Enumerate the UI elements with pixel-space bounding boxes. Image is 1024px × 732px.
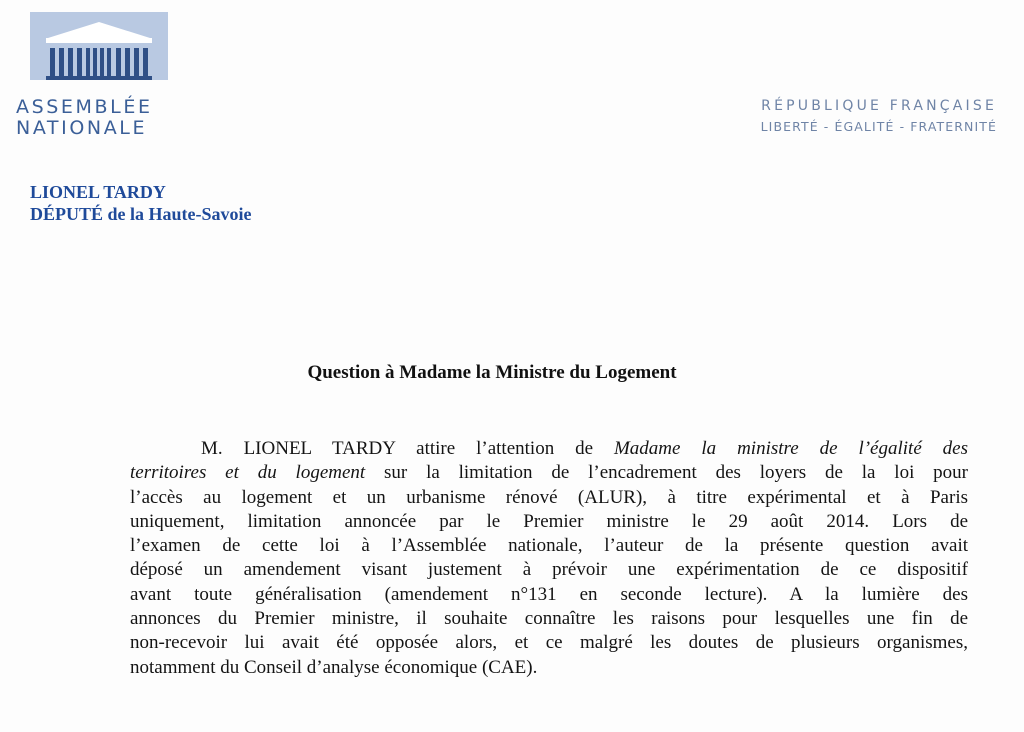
body-text-italic: Madame la ministre de l’égalité des bbox=[613, 438, 968, 459]
question-body bbox=[130, 437, 968, 680]
body-text-segment: M. LIONEL TARDY attire l’attention de bbox=[201, 438, 614, 459]
deputy-block bbox=[30, 181, 252, 225]
question-title: Question à Madame la Ministre du Logement bbox=[307, 362, 677, 383]
republique-francaise-label: RÉPUBLIQUE FRANÇAISE bbox=[761, 98, 997, 114]
logo-text-line2: NATIONALE bbox=[16, 117, 148, 139]
body-line bbox=[130, 534, 968, 558]
body-text-segment: uniquement, limitation annoncée par le Premier ministre le 29 août 2014. Lors de bbox=[130, 510, 968, 532]
logo-text-line1: ASSEMBLÉE bbox=[16, 96, 153, 118]
body-line bbox=[130, 607, 968, 631]
body-line bbox=[130, 437, 968, 461]
body-text-segment: annonces du Premier ministre, il souhaite connaître les raisons pour lesquelles une fin de bbox=[130, 608, 968, 630]
assemblee-nationale-emblem-icon bbox=[30, 12, 168, 98]
body-text-segment: sur la limitation de l’encadrement des loyers de la loi pour bbox=[365, 462, 968, 484]
body-text-segment: l’examen de cette loi à l’Assemblée nationale, l’auteur de la présente question avait bbox=[130, 535, 968, 557]
body-line bbox=[130, 510, 968, 534]
body-line bbox=[130, 558, 968, 582]
motto-label: LIBERTÉ - ÉGALITÉ - FRATERNITÉ bbox=[760, 119, 997, 134]
body-text-segment: non-recevoir lui avait été opposée alors, et ce malgré les doutes de plusieurs organismes, bbox=[130, 632, 968, 654]
body-text-segment: l’accès au logement et un urbanisme rénové (ALUR), à titre expérimental et à Paris bbox=[130, 486, 968, 508]
body-line bbox=[130, 461, 968, 485]
body-line bbox=[130, 486, 968, 510]
body-text-segment: notamment du Conseil d’analyse économique (CAE). bbox=[130, 656, 538, 678]
body-text-italic: territoires et du logement bbox=[130, 462, 366, 484]
body-line bbox=[130, 631, 968, 655]
republic-motto bbox=[761, 96, 997, 138]
body-text-segment: avant toute généralisation (amendement n°131 en seconde lecture). A la lumière des bbox=[130, 583, 968, 605]
body-line bbox=[130, 583, 968, 607]
deputy-role: DÉPUTÉ de la Haute-Savoie bbox=[30, 204, 252, 224]
body-text-segment: déposé un amendement visant justement à prévoir une expérimentation de ce dispositif bbox=[130, 559, 968, 581]
body-line bbox=[130, 656, 968, 680]
deputy-name: LIONEL TARDY bbox=[30, 182, 166, 202]
